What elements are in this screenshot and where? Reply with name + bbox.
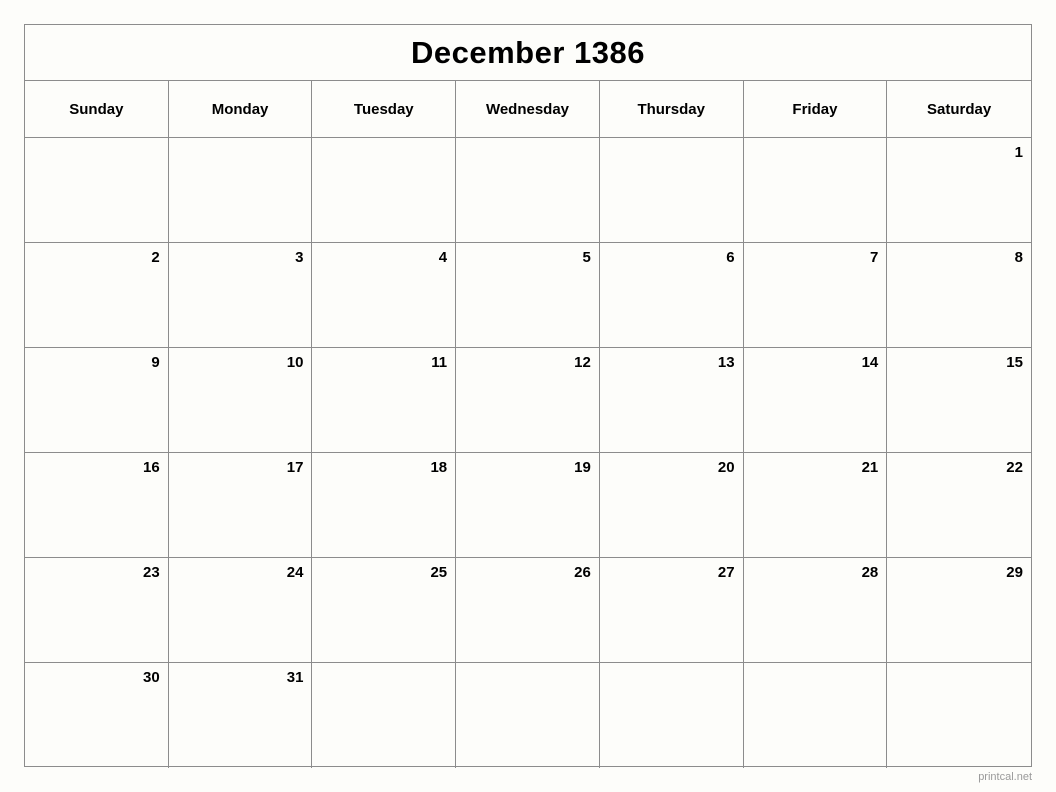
day-header-saturday: Saturday — [927, 100, 992, 118]
day-number: 17 — [286, 459, 304, 476]
day-number: 22 — [1006, 459, 1023, 476]
calendar-cell — [744, 138, 888, 242]
calendar-cell — [600, 663, 744, 768]
day-number: 31 — [286, 669, 304, 686]
calendar-cell — [25, 663, 169, 768]
calendar-cell — [312, 348, 456, 452]
calendar-cell — [169, 663, 313, 768]
week-row-5 — [25, 558, 1031, 663]
day-number: 14 — [861, 354, 879, 371]
day-number: 27 — [717, 564, 735, 581]
day-number: 20 — [717, 459, 735, 476]
day-number: 9 — [151, 354, 160, 371]
calendar-cell — [169, 348, 313, 452]
calendar-cell — [887, 348, 1031, 452]
calendar-cell — [25, 558, 169, 662]
calendar-cell — [887, 663, 1031, 768]
day-number: 1 — [1014, 144, 1023, 161]
day-number: 13 — [717, 354, 735, 371]
day-number: 3 — [295, 249, 304, 266]
calendar-cell — [456, 558, 600, 662]
day-number: 28 — [861, 564, 879, 581]
calendar-cell — [312, 558, 456, 662]
calendar-cell — [456, 348, 600, 452]
calendar-cell — [456, 453, 600, 557]
calendar-title: December 1386 — [25, 25, 1031, 81]
day-number: 16 — [143, 459, 160, 476]
day-number: 10 — [286, 354, 304, 371]
calendar-cell — [25, 453, 169, 557]
day-number: 23 — [143, 564, 160, 581]
calendar-cell — [887, 243, 1031, 347]
day-header-friday: Friday — [744, 81, 888, 137]
calendar-cell — [25, 243, 169, 347]
week-row-4 — [25, 453, 1031, 558]
day-number: 11 — [431, 354, 448, 371]
day-header-thursday: Thursday — [600, 81, 744, 137]
day-number: 8 — [1014, 249, 1023, 266]
calendar-cell — [312, 453, 456, 557]
calendar-grid — [24, 24, 1032, 767]
day-number: 7 — [869, 249, 879, 266]
day-number: 21 — [861, 459, 879, 476]
day-number: 30 — [143, 669, 160, 686]
day-header-sunday: Sunday — [25, 81, 169, 137]
watermark: printcal.net — [978, 771, 1032, 783]
day-number: 5 — [582, 249, 591, 266]
calendar-cell — [25, 138, 169, 242]
calendar-cell — [744, 348, 888, 452]
calendar-cell — [600, 138, 744, 242]
day-number: 12 — [574, 354, 591, 371]
day-number: 18 — [430, 459, 448, 476]
day-number: 2 — [151, 249, 160, 266]
calendar-cell — [887, 453, 1031, 557]
calendar-cell — [169, 243, 313, 347]
day-header-wednesday: Wednesday — [456, 81, 600, 137]
day-number: 15 — [1006, 354, 1023, 371]
calendar-cell — [169, 138, 313, 242]
calendar-cell — [887, 558, 1031, 662]
day-number: 19 — [574, 459, 591, 476]
calendar-cell — [169, 558, 313, 662]
calendar-cell — [456, 663, 600, 768]
day-number: 29 — [1006, 564, 1023, 581]
calendar-cell — [456, 243, 600, 347]
calendar-cell — [169, 453, 313, 557]
calendar-cell — [312, 243, 456, 347]
calendar-cell — [744, 243, 888, 347]
calendar-cell — [312, 663, 456, 768]
calendar-cell — [25, 348, 169, 452]
calendar-cell — [744, 558, 888, 662]
calendar-cell — [887, 138, 1031, 242]
day-header-monday: Monday — [169, 81, 313, 137]
calendar-cell — [312, 138, 456, 242]
week-row-6 — [25, 663, 1031, 768]
week-row-3 — [25, 348, 1031, 453]
calendar-cell — [600, 348, 744, 452]
day-number: 4 — [438, 249, 448, 266]
calendar-cell — [600, 453, 744, 557]
week-row-1 — [25, 138, 1031, 243]
calendar-cell — [456, 138, 600, 242]
week-row-2 — [25, 243, 1031, 348]
day-number: 6 — [726, 249, 735, 266]
day-header-tuesday: Tuesday — [312, 81, 456, 137]
calendar-cell — [744, 453, 888, 557]
calendar-cell — [600, 243, 744, 347]
calendar-cell — [600, 558, 744, 662]
day-number: 26 — [574, 564, 591, 581]
weekday-header-row — [25, 81, 1031, 138]
day-number: 24 — [286, 564, 304, 581]
day-number: 25 — [430, 564, 448, 581]
calendar-cell — [744, 663, 888, 768]
